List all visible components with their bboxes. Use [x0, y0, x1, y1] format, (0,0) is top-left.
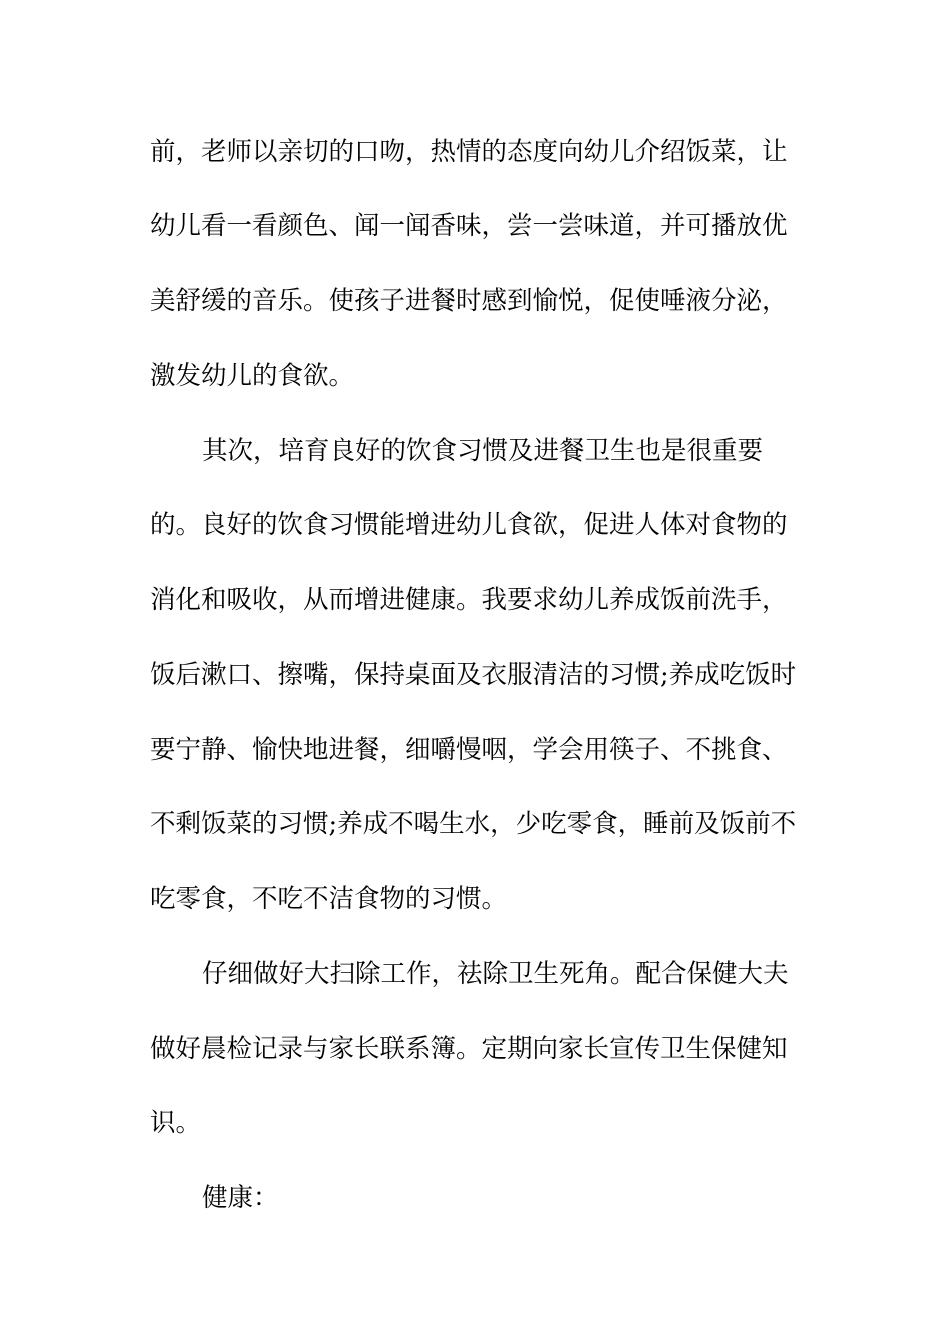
text-line-2: 幼儿看一看颜色、闻一闻香味，尝一尝味道，并可播放优 [150, 211, 788, 241]
text-line-10: 不剩饭菜的习惯;养成不喝生水，少吃零食，睡前及饭前不 [150, 809, 797, 839]
text-line-7: 消化和吸收，从而增进健康。我要求幼儿养成饭前洗手， [150, 585, 788, 615]
text-line-11: 吃零食，不吃不洁食物的习惯。 [150, 884, 508, 914]
text-line-4: 激发幼儿的食欲。 [150, 361, 355, 391]
text-line-13: 做好晨检记录与家长联系簿。定期向家长宣传卫生保健知 [150, 1034, 788, 1064]
text-line-14: 识。 [150, 1108, 202, 1138]
text-line-6: 的。良好的饮食习惯能增进幼儿食欲，促进人体对食物的 [150, 510, 788, 540]
section-heading: 健康： [202, 1183, 279, 1213]
paragraph-2-first-line: 其次，培育良好的饮食习惯及进餐卫生也是很重要 [202, 436, 764, 466]
text-line-9: 要宁静、愉快地进餐，细嚼慢咽，学会用筷子、不挑食、 [150, 735, 788, 765]
text-line-1: 前，老师以亲切的口吻，热情的态度向幼儿介绍饭菜，让 [150, 137, 788, 167]
text-line-3: 美舒缓的音乐。使孩子进餐时感到愉悦，促使唾液分泌， [150, 286, 788, 316]
paragraph-3-first-line: 仔细做好大扫除工作，祛除卫生死角。配合保健大夫 [202, 959, 789, 989]
text-line-8: 饭后漱口、擦嘴，保持桌面及衣服清洁的习惯;养成吃饭时 [150, 660, 797, 690]
